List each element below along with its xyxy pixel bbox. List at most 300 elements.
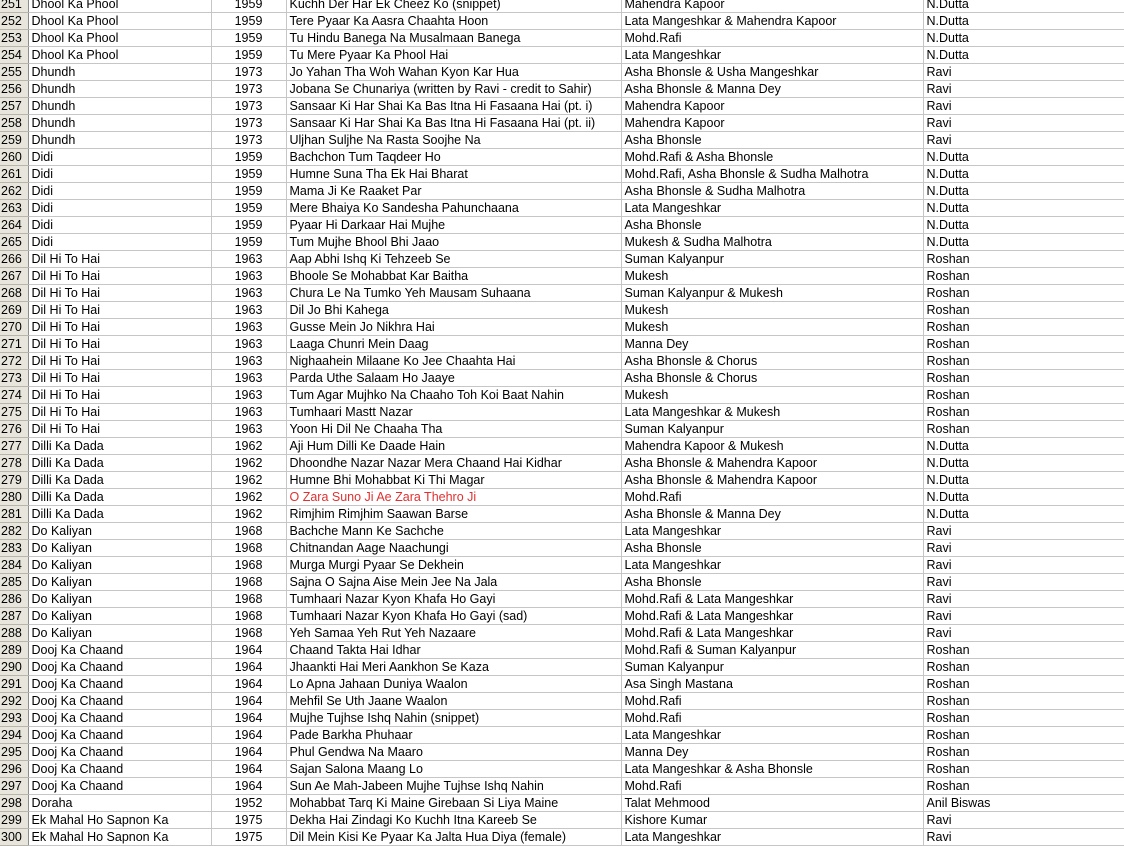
cell-year[interactable]: 1959 [211,30,286,47]
cell-singers[interactable]: Suman Kalyanpur [621,251,923,268]
cell-film[interactable]: Dil Hi To Hai [28,302,211,319]
cell-year[interactable]: 1973 [211,64,286,81]
row-header[interactable]: 285 [0,574,28,591]
cell-film[interactable]: Do Kaliyan [28,523,211,540]
cell-year[interactable]: 1963 [211,404,286,421]
row-header[interactable]: 287 [0,608,28,625]
row-header[interactable]: 282 [0,523,28,540]
cell-film[interactable]: Doraha [28,795,211,812]
cell-film[interactable]: Didi [28,149,211,166]
cell-song[interactable]: Tumhaari Nazar Kyon Khafa Ho Gayi (sad) [286,608,621,625]
cell-film[interactable]: Didi [28,200,211,217]
cell-year[interactable]: 1963 [211,370,286,387]
cell-film[interactable]: Didi [28,217,211,234]
row-header[interactable]: 251 [0,0,28,13]
row-header[interactable]: 296 [0,761,28,778]
cell-composer[interactable]: N.Dutta [923,438,1124,455]
row-header[interactable]: 258 [0,115,28,132]
cell-composer[interactable]: N.Dutta [923,149,1124,166]
cell-year[interactable]: 1952 [211,795,286,812]
cell-singers[interactable]: Mukesh & Sudha Malhotra [621,234,923,251]
cell-composer[interactable]: Roshan [923,285,1124,302]
cell-singers[interactable]: Mohd.Rafi & Suman Kalyanpur [621,642,923,659]
cell-song[interactable]: Tum Agar Mujhko Na Chaaho Toh Koi Baat Nahin [286,387,621,404]
cell-film[interactable]: Dhundh [28,64,211,81]
cell-singers[interactable]: Lata Mangeshkar [621,523,923,540]
cell-singers[interactable]: Mohd.Rafi & Lata Mangeshkar [621,625,923,642]
row-header[interactable]: 264 [0,217,28,234]
cell-song[interactable]: Sajan Salona Maang Lo [286,761,621,778]
cell-composer[interactable]: Ravi [923,591,1124,608]
cell-song[interactable]: Yeh Samaa Yeh Rut Yeh Nazaare [286,625,621,642]
cell-singers[interactable]: Asha Bhonsle & Chorus [621,370,923,387]
row-header[interactable]: 284 [0,557,28,574]
cell-year[interactable]: 1963 [211,319,286,336]
cell-composer[interactable]: N.Dutta [923,13,1124,30]
cell-song[interactable]: Humne Bhi Mohabbat Ki Thi Magar [286,472,621,489]
cell-composer[interactable]: Ravi [923,98,1124,115]
row-header[interactable]: 274 [0,387,28,404]
cell-film[interactable]: Dhool Ka Phool [28,13,211,30]
cell-film[interactable]: Dil Hi To Hai [28,336,211,353]
row-header[interactable]: 293 [0,710,28,727]
cell-composer[interactable]: Roshan [923,387,1124,404]
cell-singers[interactable]: Lata Mangeshkar [621,557,923,574]
row-header[interactable]: 290 [0,659,28,676]
cell-film[interactable]: Do Kaliyan [28,591,211,608]
cell-composer[interactable]: Ravi [923,608,1124,625]
cell-year[interactable]: 1962 [211,506,286,523]
row-header[interactable]: 269 [0,302,28,319]
cell-film[interactable]: Dhool Ka Phool [28,47,211,64]
cell-year[interactable]: 1959 [211,149,286,166]
cell-song[interactable]: Chaand Takta Hai Idhar [286,642,621,659]
cell-composer[interactable]: Roshan [923,744,1124,761]
cell-composer[interactable]: Roshan [923,268,1124,285]
cell-singers[interactable]: Mahendra Kapoor [621,98,923,115]
cell-song[interactable]: Tumhaari Nazar Kyon Khafa Ho Gayi [286,591,621,608]
cell-song[interactable]: Tu Mere Pyaar Ka Phool Hai [286,47,621,64]
cell-year[interactable]: 1963 [211,251,286,268]
cell-composer[interactable]: Ravi [923,523,1124,540]
cell-year[interactable]: 1975 [211,812,286,829]
cell-composer[interactable]: N.Dutta [923,506,1124,523]
cell-singers[interactable]: Lata Mangeshkar [621,200,923,217]
cell-year[interactable]: 1964 [211,659,286,676]
cell-film[interactable]: Dilli Ka Dada [28,438,211,455]
row-header[interactable]: 276 [0,421,28,438]
cell-film[interactable]: Dil Hi To Hai [28,251,211,268]
cell-composer[interactable]: N.Dutta [923,166,1124,183]
cell-singers[interactable]: Mohd.Rafi [621,710,923,727]
cell-song[interactable]: Murga Murgi Pyaar Se Dekhein [286,557,621,574]
row-header[interactable]: 280 [0,489,28,506]
cell-song[interactable]: Sansaar Ki Har Shai Ka Bas Itna Hi Fasaana Hai (pt. i) [286,98,621,115]
cell-film[interactable]: Dil Hi To Hai [28,285,211,302]
cell-film[interactable]: Ek Mahal Ho Sapnon Ka [28,829,211,846]
cell-singers[interactable]: Asha Bhonsle [621,540,923,557]
cell-film[interactable]: Dhundh [28,132,211,149]
cell-film[interactable]: Dil Hi To Hai [28,421,211,438]
cell-composer[interactable]: Roshan [923,421,1124,438]
cell-song[interactable]: Gusse Mein Jo Nikhra Hai [286,319,621,336]
cell-year[interactable]: 1959 [211,13,286,30]
cell-song[interactable]: Bhoole Se Mohabbat Kar Baitha [286,268,621,285]
cell-song[interactable]: Yoon Hi Dil Ne Chaaha Tha [286,421,621,438]
cell-year[interactable]: 1963 [211,336,286,353]
cell-film[interactable]: Dhundh [28,98,211,115]
cell-year[interactable]: 1964 [211,727,286,744]
cell-year[interactable]: 1964 [211,744,286,761]
row-header[interactable]: 289 [0,642,28,659]
cell-film[interactable]: Dil Hi To Hai [28,404,211,421]
cell-composer[interactable]: Ravi [923,557,1124,574]
cell-song[interactable]: Chitnandan Aage Naachungi [286,540,621,557]
row-header[interactable]: 281 [0,506,28,523]
cell-singers[interactable]: Manna Dey [621,744,923,761]
cell-singers[interactable]: Mahendra Kapoor & Mukesh [621,438,923,455]
cell-song[interactable]: Uljhan Suljhe Na Rasta Soojhe Na [286,132,621,149]
row-header[interactable]: 275 [0,404,28,421]
cell-year[interactable]: 1973 [211,81,286,98]
cell-singers[interactable]: Asha Bhonsle & Mahendra Kapoor [621,472,923,489]
cell-singers[interactable]: Lata Mangeshkar [621,829,923,846]
cell-song[interactable]: Parda Uthe Salaam Ho Jaaye [286,370,621,387]
cell-year[interactable]: 1973 [211,132,286,149]
cell-singers[interactable]: Mohd.Rafi [621,693,923,710]
cell-film[interactable]: Do Kaliyan [28,625,211,642]
row-header[interactable]: 286 [0,591,28,608]
cell-year[interactable]: 1968 [211,625,286,642]
cell-singers[interactable]: Mukesh [621,268,923,285]
row-header[interactable]: 267 [0,268,28,285]
cell-singers[interactable]: Mukesh [621,302,923,319]
cell-composer[interactable]: Roshan [923,319,1124,336]
cell-singers[interactable]: Asha Bhonsle & Sudha Malhotra [621,183,923,200]
cell-year[interactable]: 1973 [211,115,286,132]
cell-film[interactable]: Dooj Ka Chaand [28,693,211,710]
cell-year[interactable]: 1973 [211,98,286,115]
row-header[interactable]: 294 [0,727,28,744]
cell-film[interactable]: Dooj Ka Chaand [28,642,211,659]
cell-film[interactable]: Dil Hi To Hai [28,268,211,285]
cell-year[interactable]: 1968 [211,557,286,574]
cell-composer[interactable]: Roshan [923,251,1124,268]
cell-year[interactable]: 1968 [211,591,286,608]
cell-composer[interactable]: Roshan [923,676,1124,693]
row-header[interactable]: 273 [0,370,28,387]
cell-singers[interactable]: Mohd.Rafi [621,778,923,795]
cell-year[interactable]: 1963 [211,353,286,370]
cell-film[interactable]: Dilli Ka Dada [28,472,211,489]
cell-composer[interactable]: Ravi [923,115,1124,132]
cell-year[interactable]: 1963 [211,421,286,438]
cell-composer[interactable]: Anil Biswas [923,795,1124,812]
cell-singers[interactable]: Lata Mangeshkar [621,727,923,744]
row-header[interactable]: 257 [0,98,28,115]
cell-film[interactable]: Do Kaliyan [28,608,211,625]
cell-singers[interactable]: Suman Kalyanpur [621,421,923,438]
cell-song[interactable]: Tere Pyaar Ka Aasra Chaahta Hoon [286,13,621,30]
row-header[interactable]: 270 [0,319,28,336]
cell-film[interactable]: Dhundh [28,81,211,98]
cell-singers[interactable]: Asha Bhonsle & Mahendra Kapoor [621,455,923,472]
cell-year[interactable]: 1962 [211,489,286,506]
cell-singers[interactable]: Kishore Kumar [621,812,923,829]
cell-song[interactable]: Pyaar Hi Darkaar Hai Mujhe [286,217,621,234]
cell-song[interactable]: O Zara Suno Ji Ae Zara Thehro Ji [286,489,621,506]
row-header[interactable]: 272 [0,353,28,370]
cell-film[interactable]: Do Kaliyan [28,557,211,574]
cell-composer[interactable]: Ravi [923,812,1124,829]
row-header[interactable]: 288 [0,625,28,642]
cell-singers[interactable]: Asha Bhonsle & Usha Mangeshkar [621,64,923,81]
cell-year[interactable]: 1959 [211,183,286,200]
cell-song[interactable]: Aap Abhi Ishq Ki Tehzeeb Se [286,251,621,268]
cell-year[interactable]: 1964 [211,642,286,659]
row-header[interactable]: 277 [0,438,28,455]
cell-film[interactable]: Didi [28,166,211,183]
cell-film[interactable]: Dil Hi To Hai [28,353,211,370]
cell-song[interactable]: Jobana Se Chunariya (written by Ravi - credit to Sahir) [286,81,621,98]
cell-singers[interactable]: Mohd.Rafi, Asha Bhonsle & Sudha Malhotra [621,166,923,183]
cell-song[interactable]: Tu Hindu Banega Na Musalmaan Banega [286,30,621,47]
cell-film[interactable]: Dil Hi To Hai [28,370,211,387]
cell-singers[interactable]: Asa Singh Mastana [621,676,923,693]
cell-singers[interactable]: Talat Mehmood [621,795,923,812]
cell-song[interactable]: Mere Bhaiya Ko Sandesha Pahunchaana [286,200,621,217]
cell-composer[interactable]: Roshan [923,302,1124,319]
cell-song[interactable]: Mehfil Se Uth Jaane Waalon [286,693,621,710]
cell-composer[interactable]: Roshan [923,659,1124,676]
cell-year[interactable]: 1959 [211,166,286,183]
cell-song[interactable]: Jo Yahan Tha Woh Wahan Kyon Kar Hua [286,64,621,81]
cell-film[interactable]: Do Kaliyan [28,540,211,557]
cell-year[interactable]: 1964 [211,710,286,727]
cell-composer[interactable]: Ravi [923,574,1124,591]
row-header[interactable]: 292 [0,693,28,710]
cell-film[interactable]: Dooj Ka Chaand [28,744,211,761]
cell-song[interactable]: Dhoondhe Nazar Nazar Mera Chaand Hai Kidhar [286,455,621,472]
row-header[interactable]: 278 [0,455,28,472]
cell-song[interactable]: Rimjhim Rimjhim Saawan Barse [286,506,621,523]
row-header[interactable]: 259 [0,132,28,149]
cell-film[interactable]: Dilli Ka Dada [28,489,211,506]
cell-composer[interactable]: N.Dutta [923,30,1124,47]
cell-singers[interactable]: Suman Kalyanpur [621,659,923,676]
cell-composer[interactable]: Roshan [923,353,1124,370]
cell-singers[interactable]: Mahendra Kapoor [621,0,923,13]
cell-composer[interactable]: Roshan [923,370,1124,387]
cell-singers[interactable]: Mukesh [621,319,923,336]
cell-composer[interactable]: N.Dutta [923,455,1124,472]
row-header[interactable]: 261 [0,166,28,183]
cell-song[interactable]: Tum Mujhe Bhool Bhi Jaao [286,234,621,251]
cell-year[interactable]: 1962 [211,438,286,455]
cell-composer[interactable]: Roshan [923,693,1124,710]
cell-song[interactable]: Mohabbat Tarq Ki Maine Girebaan Si Liya Maine [286,795,621,812]
row-header[interactable]: 263 [0,200,28,217]
cell-year[interactable]: 1968 [211,608,286,625]
cell-film[interactable]: Dil Hi To Hai [28,387,211,404]
cell-composer[interactable]: Roshan [923,642,1124,659]
cell-year[interactable]: 1959 [211,234,286,251]
cell-song[interactable]: Aji Hum Dilli Ke Daade Hain [286,438,621,455]
row-header[interactable]: 255 [0,64,28,81]
cell-composer[interactable]: Ravi [923,829,1124,846]
cell-singers[interactable]: Asha Bhonsle [621,132,923,149]
cell-film[interactable]: Dooj Ka Chaand [28,676,211,693]
cell-singers[interactable]: Lata Mangeshkar & Mahendra Kapoor [621,13,923,30]
cell-composer[interactable]: N.Dutta [923,217,1124,234]
row-header[interactable]: 256 [0,81,28,98]
row-header[interactable]: 252 [0,13,28,30]
cell-singers[interactable]: Lata Mangeshkar & Mukesh [621,404,923,421]
cell-song[interactable]: Bachche Mann Ke Sachche [286,523,621,540]
cell-composer[interactable]: N.Dutta [923,200,1124,217]
cell-song[interactable]: Nighaahein Milaane Ko Jee Chaahta Hai [286,353,621,370]
cell-film[interactable]: Dilli Ka Dada [28,506,211,523]
cell-singers[interactable]: Mohd.Rafi & Asha Bhonsle [621,149,923,166]
cell-song[interactable]: Tumhaari Mastt Nazar [286,404,621,421]
cell-singers[interactable]: Asha Bhonsle [621,574,923,591]
cell-year[interactable]: 1963 [211,285,286,302]
cell-song[interactable]: Laaga Chunri Mein Daag [286,336,621,353]
row-header[interactable]: 262 [0,183,28,200]
row-header[interactable]: 291 [0,676,28,693]
cell-singers[interactable]: Mohd.Rafi [621,30,923,47]
cell-year[interactable]: 1962 [211,472,286,489]
row-header[interactable]: 253 [0,30,28,47]
cell-composer[interactable]: Roshan [923,727,1124,744]
cell-year[interactable]: 1963 [211,302,286,319]
cell-composer[interactable]: Roshan [923,778,1124,795]
cell-singers[interactable]: Lata Mangeshkar & Asha Bhonsle [621,761,923,778]
cell-composer[interactable]: N.Dutta [923,489,1124,506]
cell-composer[interactable]: Ravi [923,81,1124,98]
cell-year[interactable]: 1964 [211,676,286,693]
cell-film[interactable]: Dilli Ka Dada [28,455,211,472]
row-header[interactable]: 279 [0,472,28,489]
row-header[interactable]: 297 [0,778,28,795]
cell-year[interactable]: 1964 [211,693,286,710]
cell-film[interactable]: Didi [28,234,211,251]
cell-song[interactable]: Mama Ji Ke Raaket Par [286,183,621,200]
cell-composer[interactable]: Ravi [923,625,1124,642]
cell-singers[interactable]: Mukesh [621,387,923,404]
cell-singers[interactable]: Lata Mangeshkar [621,47,923,64]
cell-singers[interactable]: Manna Dey [621,336,923,353]
cell-year[interactable]: 1959 [211,200,286,217]
cell-singers[interactable]: Suman Kalyanpur & Mukesh [621,285,923,302]
row-header[interactable]: 283 [0,540,28,557]
row-header[interactable]: 300 [0,829,28,846]
cell-year[interactable]: 1975 [211,829,286,846]
cell-song[interactable]: Humne Suna Tha Ek Hai Bharat [286,166,621,183]
cell-film[interactable]: Dooj Ka Chaand [28,761,211,778]
cell-film[interactable]: Dooj Ka Chaand [28,727,211,744]
cell-singers[interactable]: Mohd.Rafi & Lata Mangeshkar [621,591,923,608]
row-header[interactable]: 268 [0,285,28,302]
cell-song[interactable]: Phul Gendwa Na Maaro [286,744,621,761]
cell-year[interactable]: 1959 [211,0,286,13]
cell-song[interactable]: Dil Jo Bhi Kahega [286,302,621,319]
cell-film[interactable]: Dil Hi To Hai [28,319,211,336]
cell-composer[interactable]: Roshan [923,336,1124,353]
cell-composer[interactable]: N.Dutta [923,183,1124,200]
cell-year[interactable]: 1962 [211,455,286,472]
cell-song[interactable]: Chura Le Na Tumko Yeh Mausam Suhaana [286,285,621,302]
row-header[interactable]: 295 [0,744,28,761]
cell-film[interactable]: Dhundh [28,115,211,132]
row-header[interactable]: 271 [0,336,28,353]
cell-song[interactable]: Sansaar Ki Har Shai Ka Bas Itna Hi Fasaana Hai (pt. ii) [286,115,621,132]
cell-film[interactable]: Dooj Ka Chaand [28,778,211,795]
row-header[interactable]: 298 [0,795,28,812]
cell-singers[interactable]: Asha Bhonsle [621,217,923,234]
cell-song[interactable]: Sajna O Sajna Aise Mein Jee Na Jala [286,574,621,591]
cell-film[interactable]: Dooj Ka Chaand [28,659,211,676]
cell-song[interactable]: Lo Apna Jahaan Duniya Waalon [286,676,621,693]
cell-year[interactable]: 1963 [211,387,286,404]
cell-year[interactable]: 1968 [211,574,286,591]
cell-singers[interactable]: Mohd.Rafi & Lata Mangeshkar [621,608,923,625]
cell-singers[interactable]: Mahendra Kapoor [621,115,923,132]
cell-song[interactable]: Bachchon Tum Taqdeer Ho [286,149,621,166]
cell-year[interactable]: 1959 [211,47,286,64]
cell-film[interactable]: Didi [28,183,211,200]
cell-singers[interactable]: Asha Bhonsle & Chorus [621,353,923,370]
cell-composer[interactable]: Roshan [923,404,1124,421]
cell-composer[interactable]: Ravi [923,132,1124,149]
cell-singers[interactable]: Asha Bhonsle & Manna Dey [621,81,923,98]
row-header[interactable]: 260 [0,149,28,166]
cell-composer[interactable]: N.Dutta [923,47,1124,64]
cell-year[interactable]: 1959 [211,217,286,234]
cell-film[interactable]: Dhool Ka Phool [28,30,211,47]
cell-year[interactable]: 1964 [211,761,286,778]
cell-composer[interactable]: Roshan [923,761,1124,778]
cell-song[interactable]: Dekha Hai Zindagi Ko Kuchh Itna Kareeb Se [286,812,621,829]
cell-film[interactable]: Ek Mahal Ho Sapnon Ka [28,812,211,829]
cell-year[interactable]: 1964 [211,778,286,795]
cell-year[interactable]: 1963 [211,268,286,285]
cell-film[interactable]: Dhool Ka Phool [28,0,211,13]
cell-composer[interactable]: N.Dutta [923,472,1124,489]
cell-singers[interactable]: Asha Bhonsle & Manna Dey [621,506,923,523]
cell-song[interactable]: Kuchh Der Har Ek Cheez Ko (snippet) [286,0,621,13]
cell-composer[interactable]: Ravi [923,540,1124,557]
cell-song[interactable]: Dil Mein Kisi Ke Pyaar Ka Jalta Hua Diya (female) [286,829,621,846]
cell-singers[interactable]: Mohd.Rafi [621,489,923,506]
cell-composer[interactable]: N.Dutta [923,234,1124,251]
cell-song[interactable]: Sun Ae Mah-Jabeen Mujhe Tujhse Ishq Nahin [286,778,621,795]
cell-year[interactable]: 1968 [211,523,286,540]
row-header[interactable]: 299 [0,812,28,829]
cell-song[interactable]: Mujhe Tujhse Ishq Nahin (snippet) [286,710,621,727]
row-header[interactable]: 254 [0,47,28,64]
cell-song[interactable]: Pade Barkha Phuhaar [286,727,621,744]
row-header[interactable]: 265 [0,234,28,251]
cell-composer[interactable]: Roshan [923,710,1124,727]
cell-composer[interactable]: Ravi [923,64,1124,81]
cell-film[interactable]: Dooj Ka Chaand [28,710,211,727]
cell-film[interactable]: Do Kaliyan [28,574,211,591]
cell-song[interactable]: Jhaankti Hai Meri Aankhon Se Kaza [286,659,621,676]
cell-year[interactable]: 1968 [211,540,286,557]
cell-composer[interactable]: N.Dutta [923,0,1124,13]
row-header[interactable]: 266 [0,251,28,268]
